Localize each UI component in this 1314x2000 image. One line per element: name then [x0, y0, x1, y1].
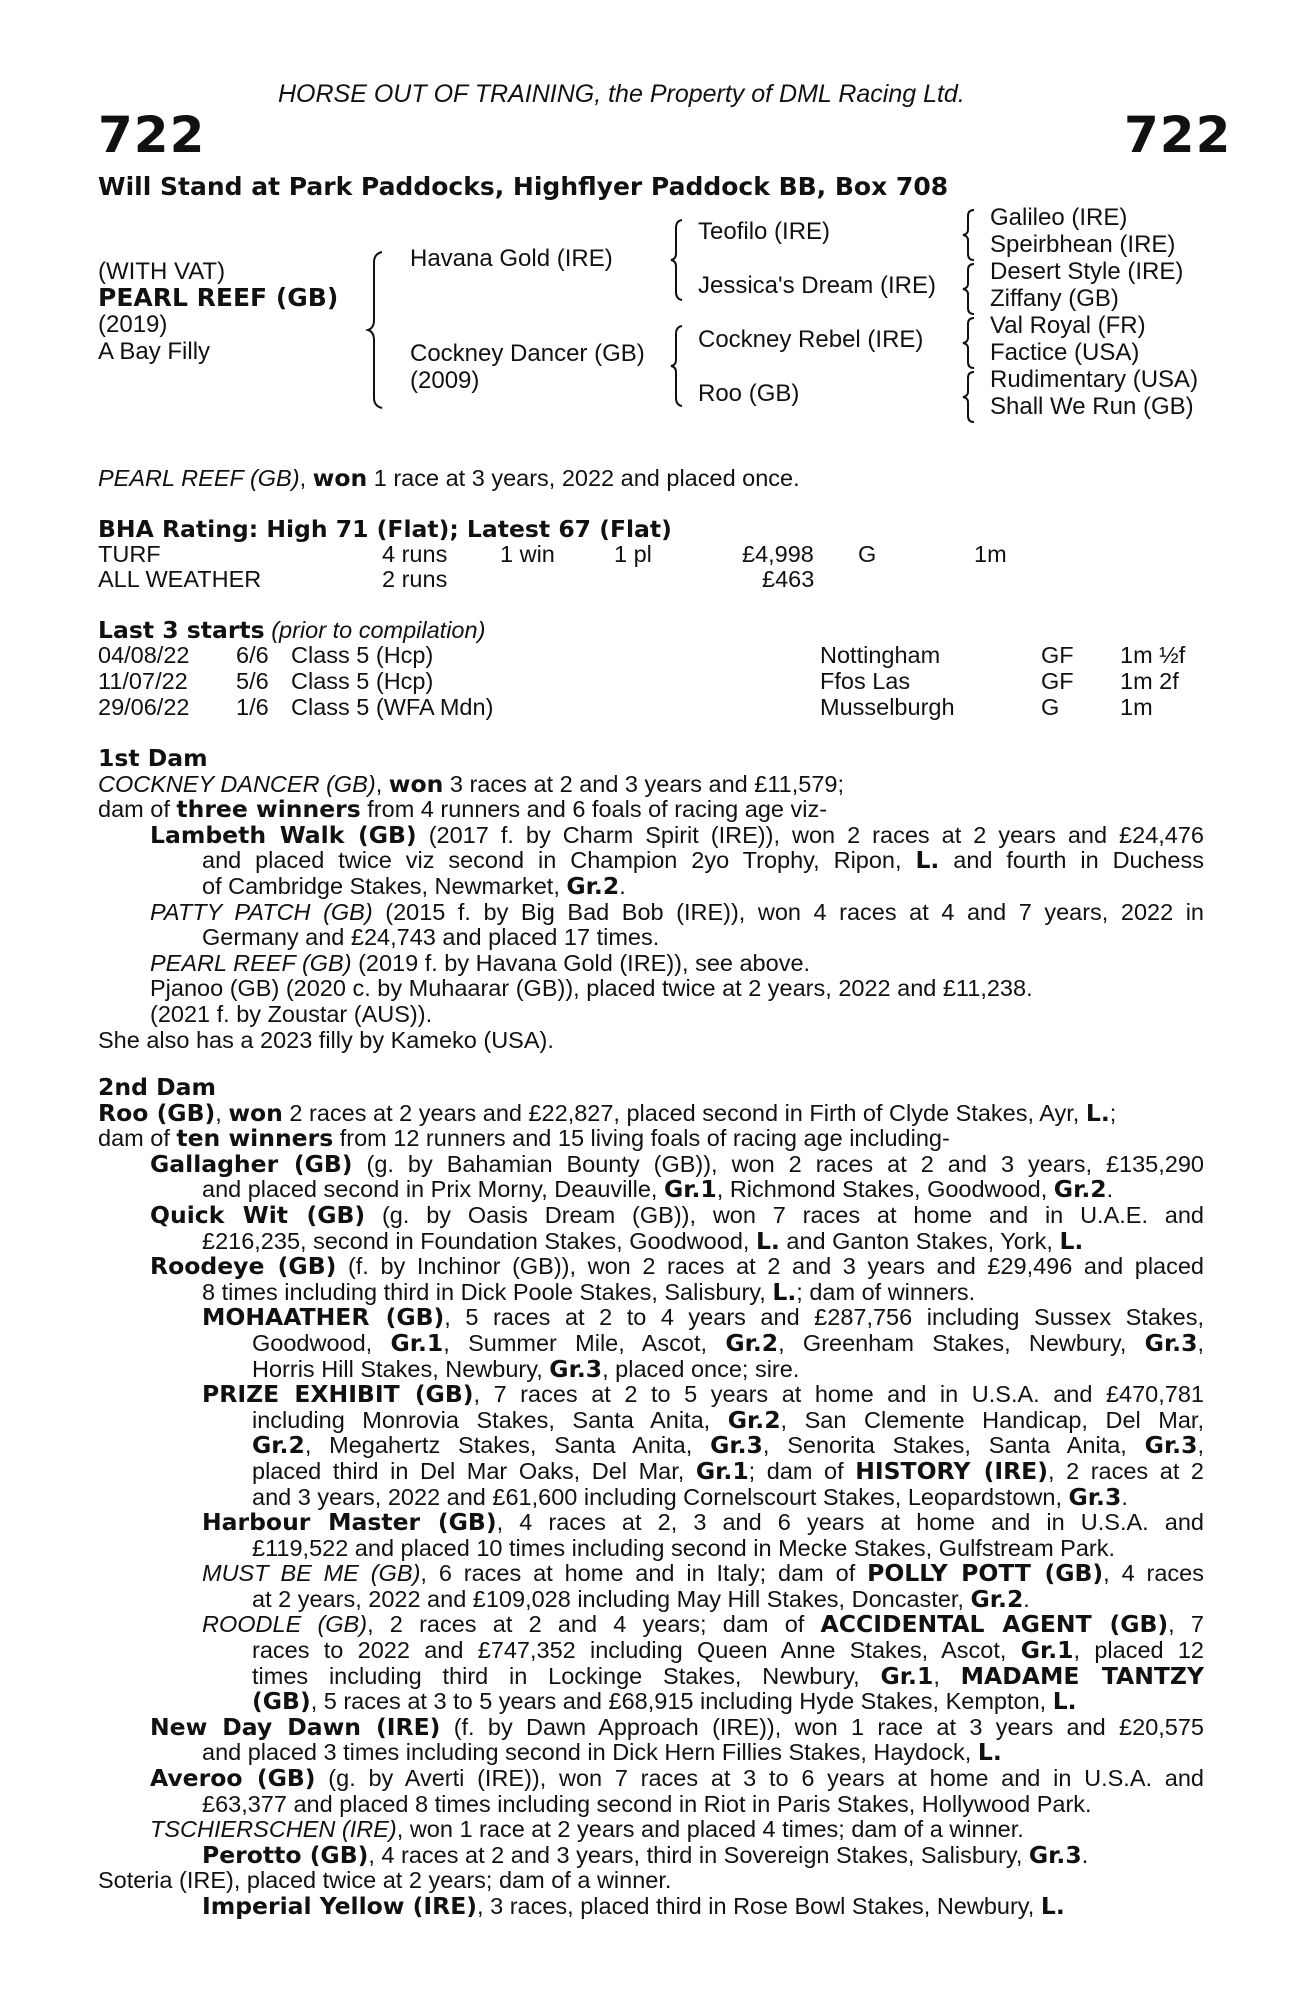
pedigree-bracket-g4 — [962, 370, 976, 424]
start-position: 6/6 — [236, 642, 269, 668]
progeny-harbour-master: Harbour Master (GB), 4 races at 2, 3 and 6 years at home and in U.S.A. and — [202, 1510, 1204, 1536]
pedigree-g4: Ziffany (GB) — [990, 285, 1119, 312]
horse-year: (2019) — [98, 311, 168, 338]
horse-name: PEARL REEF (GB) — [98, 283, 339, 312]
pedigree-bracket-sire — [670, 218, 686, 302]
progeny-gallagher: Gallagher (GB) (g. by Bahamian Bounty (GB)), won 2 races at 2 and 3 years, £135,290 — [150, 1151, 1204, 1178]
horse-description: A Bay Filly — [98, 338, 211, 365]
progeny-mohaather: MOHAATHER (GB), 5 races at 2 to 4 years and £287,756 including Sussex Stakes, — [202, 1305, 1204, 1331]
pedigree-g3: Desert Style (IRE) — [990, 258, 1184, 285]
start-position: 5/6 — [236, 668, 269, 694]
progeny-quick-wit: Quick Wit (GB) (g. by Oasis Dream (GB)), won 7 races at home and in U.A.E. and — [150, 1202, 1204, 1229]
start-distance: 1m 2f — [1120, 668, 1179, 694]
start-date: 04/08/22 — [98, 642, 190, 668]
first-dam-heading: 1st Dam — [98, 744, 208, 772]
pedigree-bracket-g3 — [962, 316, 976, 370]
pedigree-dam-year: (2009) — [410, 367, 480, 394]
pedigree-bracket-g2 — [962, 262, 976, 316]
start-date: 11/07/22 — [98, 668, 188, 694]
pedigree-dam: Cockney Dancer (GB) — [410, 340, 645, 367]
second-dam-name: Roo (GB) — [98, 1098, 216, 1127]
rating-placed: 1 pl — [614, 541, 652, 567]
progeny-roodle: ROODLE (GB), 2 races at 2 and 4 years; dam of ACCIDENTAL AGENT (GB), 7 — [202, 1612, 1204, 1639]
progeny-soteria: Soteria (IRE), placed twice at 2 years; dam of a winner. — [98, 1867, 672, 1894]
vat-label: (WITH VAT) — [98, 258, 226, 285]
last-starts-note: (prior to compilation) — [271, 617, 486, 643]
progeny-2021-filly: (2021 f. by Zoustar (AUS)). — [150, 1000, 433, 1027]
bha-rating-heading: BHA Rating: High 71 (Flat); Latest 67 (Flat) — [98, 515, 672, 543]
rating-runs: 2 runs — [382, 566, 448, 592]
pedigree-g5: Val Royal (FR) — [990, 312, 1146, 339]
start-race: Class 5 (Hcp) — [291, 642, 434, 668]
progeny-new-day-dawn: New Day Dawn (IRE) (f. by Dawn Approach (IRE)), won 1 race at 3 years and £20,575 — [150, 1714, 1204, 1741]
progeny-patty-patch: PATTY PATCH (GB) (2015 f. by Big Bad Bob (IRE)), won 4 races at 4 and 7 years, 2022 in — [150, 899, 1204, 925]
start-race: Class 5 (Hcp) — [291, 668, 434, 694]
rating-wins: 1 win — [500, 541, 555, 567]
rating-distance: 1m — [974, 541, 1007, 567]
progeny-pearl-reef: PEARL REEF (GB) (2019 f. by Havana Gold (IRE)), see above. — [150, 949, 811, 976]
summary-won: won — [312, 464, 368, 492]
first-dam-section: 1st Dam COCKNEY DANCER (GB), won 3 races at 2 and 3 years and £11,579; dam of three winners from 4 runners and 6 foals of racing age viz- Lambeth Walk (GB) (2017 f. by Charm Spirit (IRE)), won 2 races at 2 years and £24,476 and placed twice viz second in Champion 2yo Trophy, Ripon, L. and fourth in Duchess of Cambridge Stakes, Newmarket, Gr.2. PATTY PATCH (GB) (2015 f. by Big Bad Bob (IRE)), won 4 races at 4 and 7 years, 2022 in Germany and £24,743 and placed 17 times. PEARL REEF (GB) (2019 f. by Havana Gold (IRE)), see above. Pjanoo (GB) (2020 c. by Muhaarar (GB)), placed twice at 2 years, 2022 and £11,238. (2021 f. by Zoustar (AUS)). She also has a 2023 filly by Kameko (USA). — [98, 744, 1204, 1053]
pedigree-bracket-dam — [670, 324, 686, 408]
pedigree-g7: Rudimentary (USA) — [990, 366, 1199, 393]
sale-header: HORSE OUT OF TRAINING, the Property of DML Racing Ltd. — [278, 80, 965, 108]
start-position: 1/6 — [236, 694, 269, 720]
progeny-pjanoo: Pjanoo (GB) (2020 c. by Muhaarar (GB)), placed twice at 2 years, 2022 and £11,238. — [150, 975, 1033, 1002]
rating-going: G — [858, 541, 877, 567]
progeny-tschierschen: TSCHIERSCHEN (IRE), won 1 race at 2 years and placed 4 times; dam of a winner. — [150, 1816, 1024, 1843]
progeny-perotto: Perotto (GB), 4 races at 2 and 3 years, third in Sovereign Stakes, Salisbury, Gr.3. — [202, 1840, 1089, 1869]
pedigree-sire-dam: Jessica's Dream (IRE) — [698, 272, 936, 299]
rating-runs: 4 runs — [382, 541, 448, 567]
pedigree-sire-sire: Teofilo (IRE) — [698, 218, 831, 245]
start-course: Ffos Las — [820, 668, 911, 694]
lot-number-left: 722 — [98, 106, 206, 164]
pedigree-dam-dam: Roo (GB) — [698, 380, 800, 407]
progeny-prize-exhibit: PRIZE EXHIBIT (GB), 7 races at 2 to 5 years at home and in U.S.A. and £470,781 — [202, 1382, 1204, 1408]
lot-number-right: 722 — [1124, 106, 1232, 164]
start-course: Musselburgh — [820, 694, 955, 720]
rating-surface: TURF — [98, 541, 161, 567]
first-dam-name: COCKNEY DANCER (GB) — [98, 770, 376, 797]
progeny-lambeth-walk: Lambeth Walk (GB) (2017 f. by Charm Spirit (IRE)), won 2 races at 2 years and £24,476 — [150, 822, 1204, 849]
pedigree-bracket-main — [370, 250, 390, 410]
start-going: G — [1041, 694, 1060, 720]
rating-surface: ALL WEATHER — [98, 566, 262, 592]
also-has-note: She also has a 2023 filly by Kameko (USA). — [98, 1026, 554, 1053]
pedigree-g8: Shall We Run (GB) — [990, 393, 1194, 420]
rating-prize: £463 — [762, 566, 815, 592]
progeny-must-be-me: MUST BE ME (GB), 6 races at home and in Italy; dam of POLLY POTT (GB), 4 races — [202, 1561, 1204, 1587]
pedigree-bracket-g1 — [962, 208, 976, 262]
second-dam-heading: 2nd Dam — [98, 1073, 216, 1101]
summary-horse-name: PEARL REEF (GB) — [98, 465, 300, 491]
start-race: Class 5 (WFA Mdn) — [291, 694, 494, 720]
progeny-imperial-yellow: Imperial Yellow (IRE), 3 races, placed third in Rose Bowl Stakes, Newbury, L. — [202, 1892, 1065, 1920]
pedigree-g2: Speirbhean (IRE) — [990, 231, 1176, 258]
start-distance: 1m — [1120, 694, 1153, 720]
start-going: GF — [1041, 642, 1074, 668]
pedigree-g6: Factice (USA) — [990, 339, 1140, 366]
pedigree-dam-sire: Cockney Rebel (IRE) — [698, 326, 924, 353]
start-date: 29/06/22 — [98, 694, 190, 720]
summary-rest: 1 race at 3 years, 2022 and placed once. — [373, 465, 800, 491]
last-starts-title: Last 3 starts — [98, 616, 265, 644]
stand-location: Will Stand at Park Paddocks, Highflyer Paddock BB, Box 708 — [98, 172, 949, 201]
progeny-averoo: Averoo (GB) (g. by Averti (IRE)), won 7 races at 3 to 6 years at home and in U.S.A. and — [150, 1766, 1204, 1792]
rating-prize: £4,998 — [742, 541, 814, 567]
pedigree-g1: Galileo (IRE) — [990, 204, 1128, 231]
start-distance: 1m ½f — [1120, 642, 1186, 668]
start-going: GF — [1041, 668, 1074, 694]
last-starts-heading — [98, 618, 485, 644]
race-summary: PEARL REEF (GB), won 1 race at 3 years, 2022 and placed once. — [98, 464, 800, 492]
pedigree-sire: Havana Gold (IRE) — [410, 245, 613, 272]
progeny-roodeye: Roodeye (GB) (f. by Inchinor (GB)), won 2 races at 2 and 3 years and £29,496 and placed — [150, 1254, 1204, 1280]
start-course: Nottingham — [820, 642, 941, 668]
second-dam-section: 2nd Dam Roo (GB), won 2 races at 2 years and £22,827, placed second in Firth of Clyde Stakes, Ayr, L.; dam of ten winners from 12 runners and 15 living foals of racing age including- Gallagher (GB) (g. by Bahamian Bounty (GB)), won 2 races at 2 and 3 years, £135,290 and placed second in Prix Morny, Deauville, Gr.1, Richmond Stakes, Goodwood, Gr.2. Quick Wit (GB) (g. by Oasis Dream (GB)), won 7 races at home and in U.A.E. and £216,235, second in Foundation Stakes, Goodwood, L. and Ganton Stakes, York, L. Roodeye (GB) (f. by Inchinor (GB)), won 2 races at 2 and 3 years and £29,496 and placed 8 times including third in Dick Poole Stakes, Salisbury, L.; dam of winners. MOHAATHER (GB), 5 races at 2 to 4 years and £287,756 including Sussex Stakes, Goodwood, Gr.1, Summer Mile, Ascot, Gr.2, Greenham Stakes, Newbury, Gr.3, Horris Hill Stakes, Newbury, Gr.3, placed once; sire. PRIZE EXHIBIT (GB), 7 races at 2 to 5 years at home and in U.S.A. and £470,781 including Monrovia Stakes, Santa Anita, Gr.2, San Clemente Handicap, Del Mar, Gr.2, Megahertz Stakes, Santa Anita, Gr.3, Senorita Stakes, Santa Anita, Gr.3, placed third in Del Mar Oaks, Del Mar, Gr.1; dam of HISTORY (IRE), 2 races at 2 and 3 years, 2022 and £61,600 including Cornelscourt Stakes, Leopardstown, Gr.3. Harbour Master (GB), 4 races at 2, 3 and 6 years at home and in U.S.A. and £119,522 and placed 10 times including second in Mecke Stakes, Gulfstream Park. MUST BE ME (GB), 6 races at home and in Italy; dam of POLLY POTT (GB), 4 races at 2 years, 2022 and £109,028 including May Hill Stakes, Doncaster, Gr.2. ROODLE (GB), 2 races at 2 and 4 years; dam of ACCIDENTAL AGENT (GB), 7 races to 2022 and £747,352 including Queen Anne Stakes, Ascot, Gr.1, placed 12 times including third in Lockinge Stakes, Newbury, Gr.1, MADAME TANTZY (GB), 5 races at 3 to 5 years and £68,915 including Hyde Stakes, Kempton, L. New Day Dawn (IRE) (f. by Dawn Approach (IRE)), won 1 race at 3 years and £20,575 and placed 3 times including second in Dick Hern Fillies Stakes, Haydock, L. Averoo (GB) (g. by Averti (IRE)), won 7 races at 3 to 6 years at home and in U.S.A. and £63,377 and placed 8 times including second in Riot in Paris Stakes, Hollywood Park. TSCHIERSCHEN (IRE), won 1 race at 2 years and placed 4 times; dam of a winner. Perotto (GB), 4 races at 2 and 3 years, third in Sovereign Stakes, Salisbury, Gr.3. Soteria (IRE), placed twice at 2 years; dam of a winner. Imperial Yellow (IRE), 3 races, placed third in Rose Bowl Stakes, Newbury, L. — [98, 1073, 1204, 1920]
